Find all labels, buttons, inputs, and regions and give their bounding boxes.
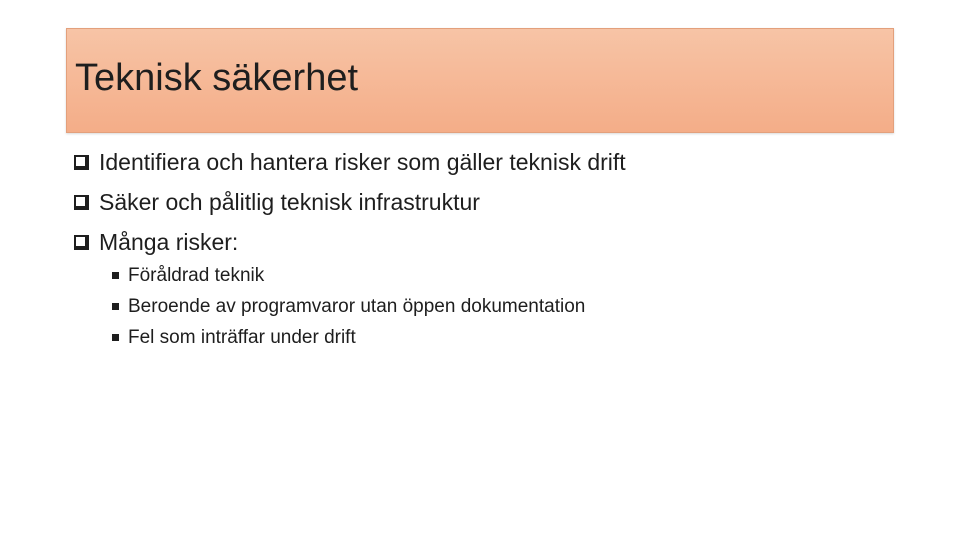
bullet-list [74, 148, 894, 268]
hollow-square-bullet-icon [74, 235, 89, 250]
bullet-text: Identifiera och hantera risker som gäller teknisk drift [99, 149, 626, 175]
hollow-square-bullet-icon [74, 195, 89, 210]
slide-title: Teknisk säkerhet [75, 57, 359, 99]
filled-square-bullet-icon [112, 303, 119, 310]
bullet-item [74, 148, 894, 188]
title-banner [66, 28, 894, 133]
bullet-text: Säker och pålitlig teknisk infrastruktur [99, 189, 480, 215]
bullet-item [74, 188, 894, 228]
sub-bullet-text: Beroende av programvaror utan öppen dokumentation [128, 296, 586, 317]
sub-bullet-text: Föråldrad teknik [128, 265, 265, 286]
bullet-text: Många risker: [99, 229, 239, 255]
filled-square-bullet-icon [112, 272, 119, 279]
filled-square-bullet-icon [112, 334, 119, 341]
bullet-item [74, 228, 894, 268]
sub-bullet-text: Fel som inträffar under drift [128, 327, 356, 348]
hollow-square-bullet-icon [74, 155, 89, 170]
